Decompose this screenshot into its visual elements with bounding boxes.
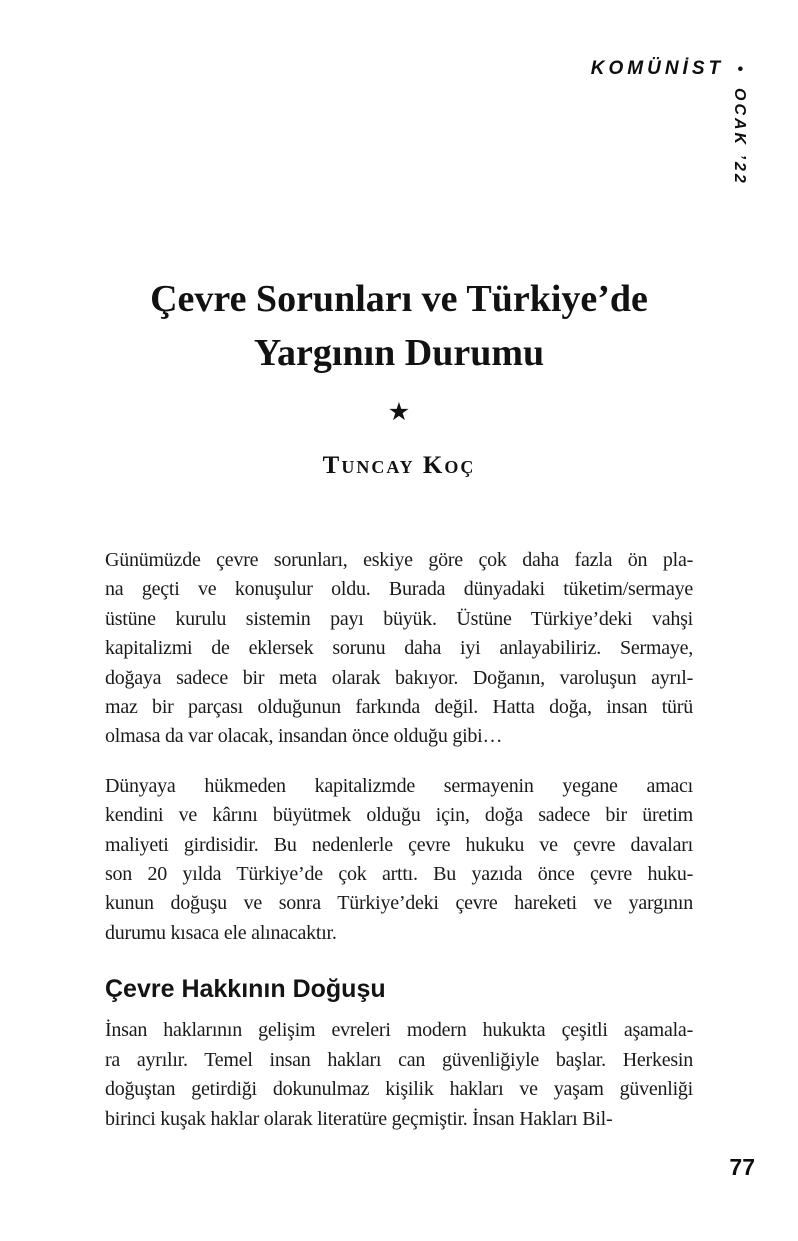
magazine-header xyxy=(591,58,743,80)
body-text-line: na geçti ve konuşulur oldu. Burada dünyadaki tüketim/sermaye xyxy=(105,578,693,601)
magazine-title: KOMÜNİST xyxy=(590,58,725,79)
body-text-line: kapitalizmi de eklersek sorunu daha iyi anlayabiliriz. Sermaye, xyxy=(105,637,693,660)
body-text-line: ra ayrılır. Temel insan hakları can güvenliğiyle başlar. Herkesin xyxy=(105,1048,693,1071)
section-heading: Çevre Hakkının Doğuşu xyxy=(105,975,386,1004)
body-text-line: durumu kısaca ele alınacaktır. xyxy=(105,921,337,944)
article-title xyxy=(0,272,798,380)
article-body xyxy=(105,546,693,1154)
body-text-line: doğaya sadece bir meta olarak bakıyor. Doğanın, varoluşun ayrıl- xyxy=(105,666,693,689)
body-text-line: doğuştan getirdiği dokunulmaz kişilik hakları ve yaşam güvenliği xyxy=(105,1078,693,1101)
article-title-line-1: Çevre Sorunları ve Türkiye’de xyxy=(150,278,648,320)
body-text-line: maliyeti girdisidir. Bu nedenlerle çevre hukuku ve çevre davaları xyxy=(105,833,693,856)
body-text-line: birinci kuşak haklar olarak literatüre geçmiştir. İnsan Hakları Bil- xyxy=(105,1107,613,1130)
bullet-separator-icon: • xyxy=(737,61,743,78)
paragraph xyxy=(105,546,693,752)
body-text-line: kendini ve kârını büyütmek olduğu için, doğa sadece bir üretim xyxy=(105,804,693,827)
paragraph xyxy=(105,1016,693,1134)
article-title-line-2: Yargının Durumu xyxy=(253,332,545,374)
paragraph xyxy=(105,772,693,948)
issue-date-vertical: OCAK ’22 xyxy=(731,88,748,186)
star-divider-icon: ★ xyxy=(387,399,411,426)
author-name: Tuncay Koç xyxy=(322,452,476,479)
body-text-line: son 20 yılda Türkiye’de çok arttı. Bu yazıda önce çevre huku- xyxy=(105,863,693,886)
body-text-line: Günümüzde çevre sorunları, eskiye göre çok daha fazla ön pla- xyxy=(105,549,693,571)
body-text-line: Dünyaya hükmeden kapitalizmde sermayenin yegane amacı xyxy=(105,774,693,797)
body-text-line: kunun doğuşu ve sonra Türkiye’deki çevre hareketi ve yargının xyxy=(105,892,693,915)
body-text-line: İnsan haklarının gelişim evreleri modern hukukta çeşitli aşamala- xyxy=(105,1019,693,1042)
body-text-line: maz bir parçası olduğunun farkında değil. Hatta doğa, insan türü xyxy=(105,696,693,719)
body-text-line: olmasa da var olacak, insandan önce olduğu gibi… xyxy=(105,725,503,748)
body-text-line: üstüne kurulu sistemin payı büyük. Üstüne Türkiye’deki vahşi xyxy=(105,607,693,630)
page-number: 77 xyxy=(729,1154,755,1180)
